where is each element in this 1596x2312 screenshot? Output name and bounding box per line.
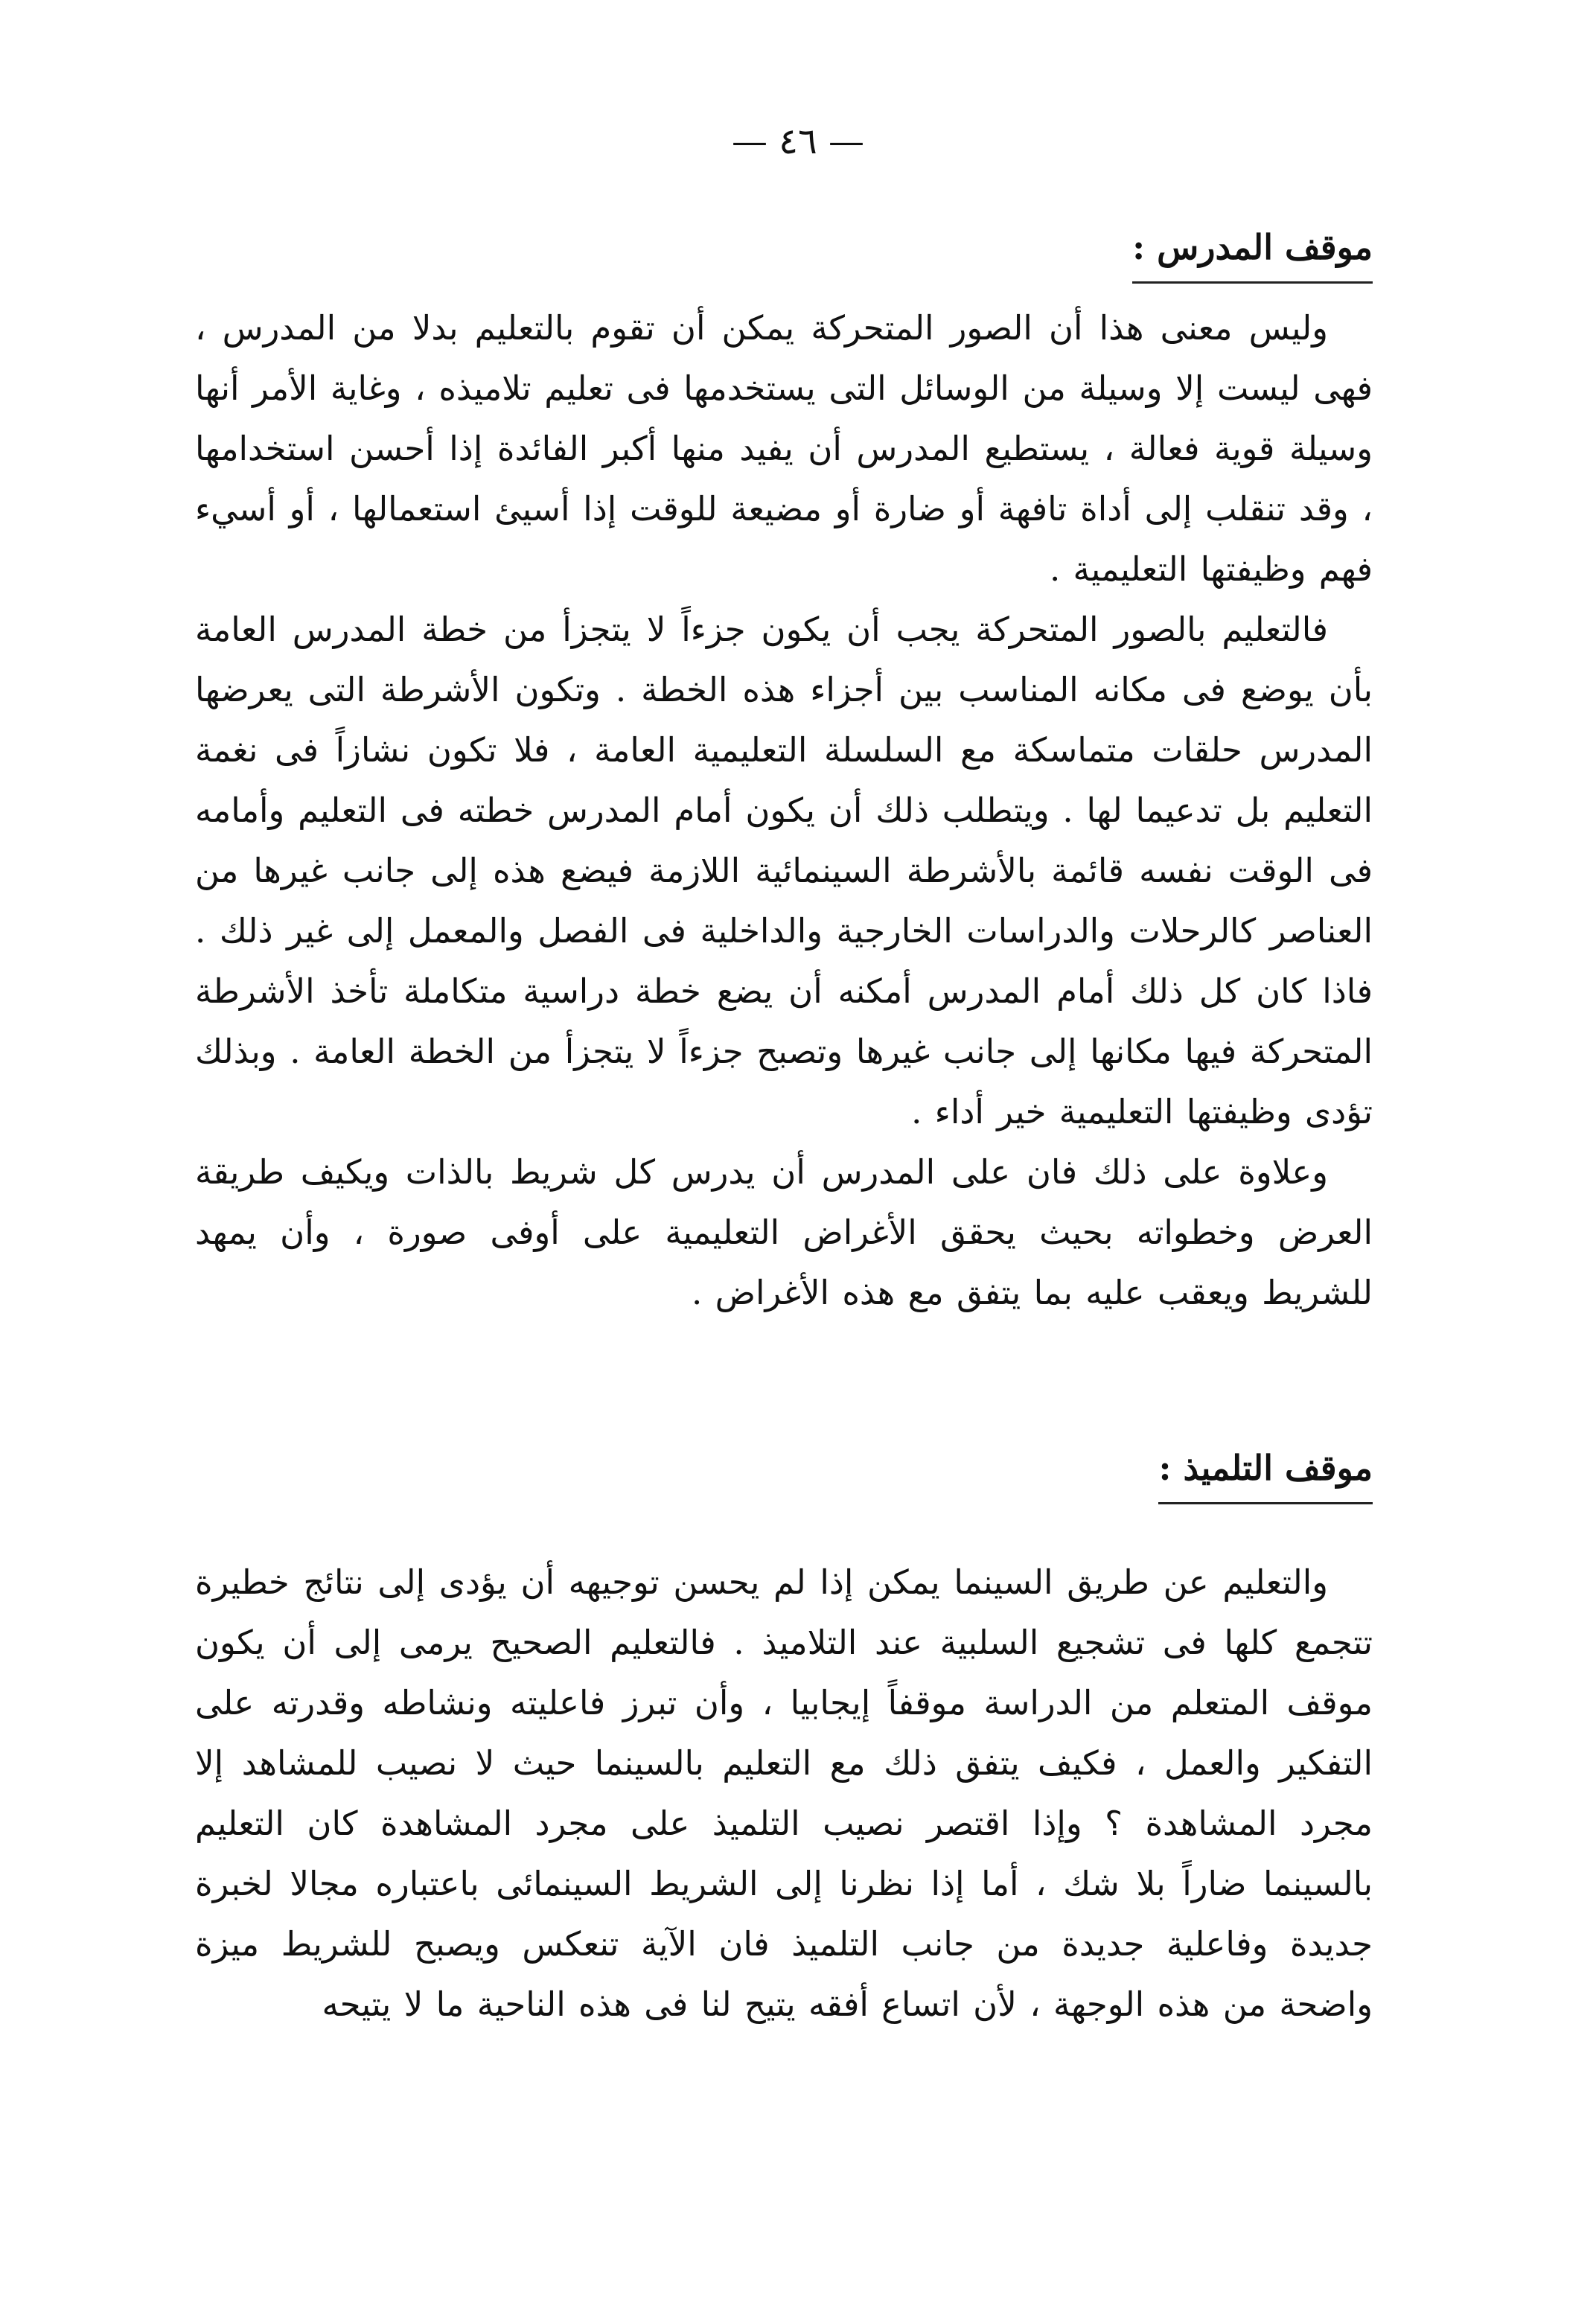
section-teacher-body <box>195 298 1373 1323</box>
section-heading-student-wrap <box>195 1444 1373 1504</box>
section-heading-student: موقف التلميذ : <box>1158 1444 1373 1504</box>
page-number: — ٤٦ — <box>731 121 865 162</box>
paragraph: وليس معنى هذا أن الصور المتحركة يمكن أن تقوم بالتعليم بدلا من المدرس ، فهى ليست إلا وسيلة من الوسائل التى يستخدمها فى تعليم تلاميذه ، وغاية الأمر أنها وسيلة قوية فعالة ، يستطيع المدرس أن يفيد منها أكبر الفائدة إذا أحسن استخدامها ، وقد تنقلب إلى أداة تافهة أو ضارة أو مضيعة للوقت إذا أسيئ استعمالها ، أو أسيء فهم وظيفتها التعليمية . <box>195 308 1373 589</box>
section-student-body <box>195 1552 1373 2034</box>
paragraph: فالتعليم بالصور المتحركة يجب أن يكون جزءاً لا يتجزأ من خطة المدرس العامة بأن يوضع فى مكانه المناسب بين أجزاء هذه الخطة . وتكون الأشرطة التى يعرضها المدرس حلقات متماسكة مع السلسلة التعليمية العامة ، فلا تكون نشازاً فى نغمة التعليم بل تدعيما لها . ويتطلب ذلك أن يكون أمام المدرس خطته فى التعليم وأمامه فى الوقت نفسه قائمة بالأشرطة السينمائية اللازمة فيضع هذه إلى جانب غيرها من العناصر كالرحلات والدراسات الخارجية والداخلية فى الفصل والمعمل إلى غير ذلك . فاذا كان كل ذلك أمام المدرس أمكنه أن يضع خطة دراسية متكاملة تأخذ الأشرطة المتحركة فيها مكانها إلى جانب غيرها وتصبح جزءاً لا يتجزأ من الخطة العامة . وبذلك تؤدى وظيفتها التعليمية خير أداء . <box>195 610 1373 1131</box>
section-heading-teacher-wrap <box>195 223 1373 284</box>
paragraph: وعلاوة على ذلك فان على المدرس أن يدرس كل شريط بالذات ويكيف طريقة العرض وخطواته بحيث يحقق الأغراض التعليمية على أوفى صورة ، وأن يمهد للشريط ويعقب عليه بما يتفق مع هذه الأغراض . <box>195 1152 1373 1312</box>
section-heading-teacher: موقف المدرس : <box>1132 223 1373 284</box>
paragraph: والتعليم عن طريق السينما يمكن إذا لم يحسن توجيهه أن يؤدى إلى نتائج خطيرة تتجمع كلها فى تشجيع السلبية عند التلاميذ . فالتعليم الصحيح يرمى إلى أن يكون موقف المتعلم من الدراسة موقفاً إيجابيا ، وأن تبرز فاعليته ونشاطه وقدرته على التفكير والعمل ، فكيف يتفق ذلك مع التعليم بالسينما حيث لا نصيب للمشاهد إلا مجرد المشاهدة ؟ وإذا اقتصر نصيب التلميذ على مجرد المشاهدة كان التعليم بالسينما ضاراً بلا شك ، أما إذا نظرنا إلى الشريط السينمائى باعتباره مجالا لخبرة جديدة وفاعلية جديدة من جانب التلميذ فان الآية تنعكس ويصبح للشريط ميزة واضحة من هذه الوجهة ، لأن اتساع أفقه يتيح لنا فى هذه الناحية ما لا يتيحه <box>195 1562 1373 2024</box>
